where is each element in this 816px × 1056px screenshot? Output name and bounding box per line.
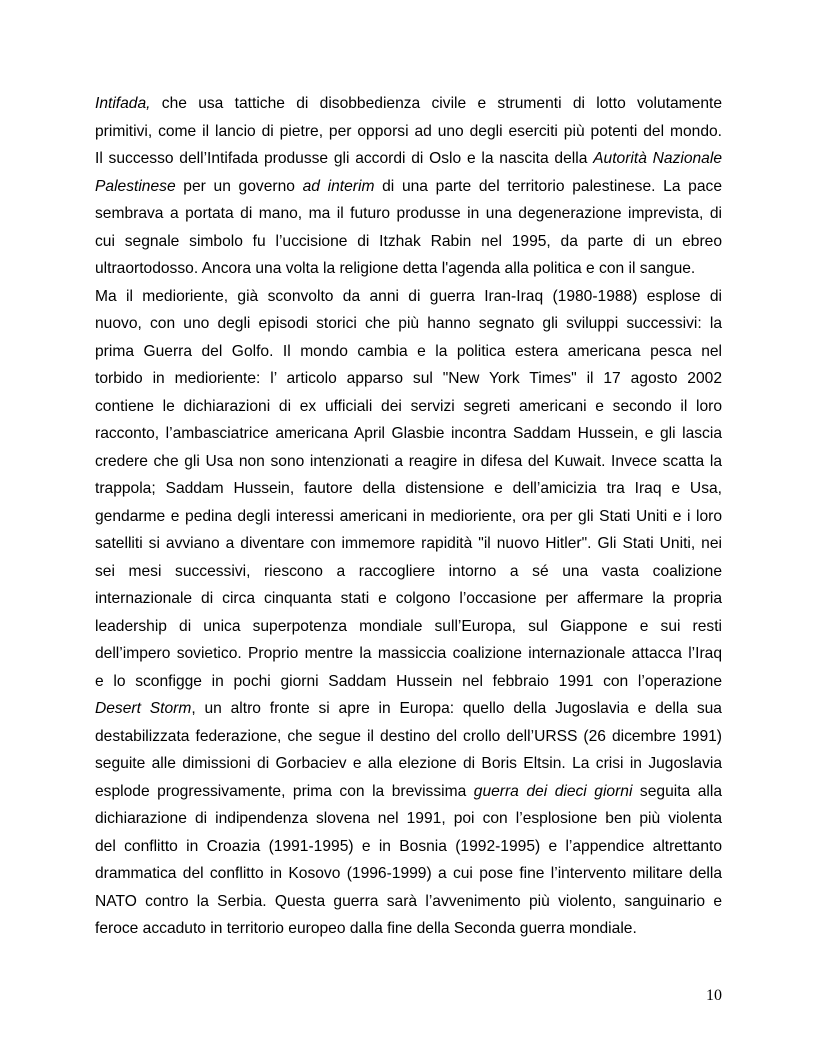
text-segment: nuovo, con uno degli episodi storici che più hanno segnato gli sviluppi successivi: la — [95, 315, 722, 332]
text-segment: seguita alla — [632, 782, 723, 800]
text-line — [95, 173, 722, 201]
italic-text: Palestinese — [95, 177, 176, 195]
text-segment: che usa tattiche di disobbedienza civile e strumenti di lotto volutamente — [150, 95, 722, 112]
text-segment: , un altro fronte si apre in Europa: quello della Jugoslavia e della sua — [191, 700, 722, 717]
italic-text: guerra dei dieci giorni — [473, 782, 633, 800]
text-line — [95, 90, 722, 118]
text-line — [95, 365, 722, 393]
italic-text: Autorità Nazionale — [593, 150, 722, 167]
text-line — [95, 558, 722, 586]
text-segment: dell’impero sovietico. Proprio mentre la massiccia coalizione internazionale attacca l’Iraq — [95, 645, 722, 662]
text-line — [95, 915, 722, 943]
text-segment: sembrava a portata di mano, ma il futuro produsse in una degenerazione imprevista, di — [95, 205, 722, 222]
text-segment: NATO contro la Serbia. Questa guerra sarà l’avvenimento più violento, sanguinario e — [95, 892, 722, 910]
text-segment: leadership di unica superpotenza mondiale sull’Europa, sul Giappone e sui resti — [95, 617, 722, 635]
text-line — [95, 805, 722, 833]
text-segment: destabilizzata federazione, che segue il destino del crollo dell’URSS (26 dicembre 1991) — [95, 727, 722, 745]
text-segment: gendarme e pedina degli interessi americani in medioriente, ora per gli Stati Uniti e i loro — [95, 507, 722, 525]
text-segment: internazionale di circa cinquanta stati e colgono l’occasione per affermare la propria — [95, 590, 722, 607]
page-number: 10 — [706, 987, 722, 1004]
text-segment: per un governo — [175, 177, 303, 195]
text-line — [95, 475, 722, 503]
text-segment: di una parte del territorio palestinese. La pace — [374, 177, 722, 195]
body-text — [95, 90, 722, 943]
text-segment: drammatica del conflitto in Kosovo (1996-1999) a cui pose fine l’intervento militare della — [95, 865, 722, 882]
text-line — [95, 448, 722, 476]
text-line — [95, 888, 722, 916]
text-segment: dichiarazione di indipendenza slovena nel 1991, poi con l’esplosione ben più violenta — [95, 810, 722, 827]
text-line — [95, 310, 722, 338]
text-line — [95, 778, 722, 806]
text-segment: del conflitto in Croazia (1991-1995) e in Bosnia (1992-1995) e l’appendice altrettanto — [95, 837, 722, 855]
text-segment: torbido in medioriente: l’ articolo apparso sul "New York Times" il 17 agosto 2002 — [95, 370, 722, 387]
text-line — [95, 255, 722, 283]
text-segment: seguite alle dimissioni di Gorbaciev e alla elezione di Boris Eltsin. La crisi in Jugoslavia — [95, 755, 722, 772]
text-line — [95, 860, 722, 888]
text-line — [95, 833, 722, 861]
text-line — [95, 118, 722, 146]
italic-text: Intifada, — [95, 95, 151, 112]
text-segment: feroce accaduto in territorio europeo dalla fine della Seconda guerra mondiale. — [95, 920, 637, 937]
text-line — [95, 585, 722, 613]
text-segment: satelliti si avviano a diventare con immemore rapidità "il nuovo Hitler". Gli Stati Uniti, nei — [95, 535, 722, 552]
text-line — [95, 668, 722, 696]
text-line — [95, 530, 722, 558]
text-line — [95, 613, 722, 641]
text-segment: ultraortodosso. Ancora una volta la religione detta l'agenda alla politica e con il sangue. — [95, 260, 696, 277]
text-segment: sei mesi successivi, riescono a raccogliere intorno a sé una vasta coalizione — [95, 562, 722, 580]
text-line — [95, 503, 722, 531]
text-line — [95, 228, 722, 256]
text-segment: credere che gli Usa non sono intenzionati a reagire in difesa del Kuwait. Invece scatta la — [95, 452, 722, 470]
text-segment: prima Guerra del Golfo. Il mondo cambia e la politica estera americana pesca nel — [95, 342, 722, 360]
text-segment: e lo sconfigge in pochi giorni Saddam Hussein nel febbraio 1991 con l’operazione — [95, 672, 722, 690]
text-segment: contiene le dichiarazioni di ex ufficiali dei servizi segreti americani e secondo il loro — [95, 397, 722, 415]
text-line — [95, 145, 722, 173]
text-segment: trappola; Saddam Hussein, fautore della distensione e dell’amicizia tra Iraq e Usa, — [95, 480, 722, 497]
text-segment: primitivi, come il lancio di pietre, per opporsi ad uno degli eserciti più potenti del mondo. — [95, 122, 722, 140]
text-line — [95, 750, 722, 778]
text-line — [95, 393, 722, 421]
text-segment: Il successo dell’Intifada produsse gli accordi di Oslo e la nascita della — [95, 150, 594, 167]
text-line — [95, 338, 722, 366]
text-line — [95, 723, 722, 751]
text-line — [95, 420, 722, 448]
text-line — [95, 200, 722, 228]
italic-text: Desert Storm — [95, 700, 192, 717]
text-segment: Ma il medioriente, già sconvolto da anni di guerra Iran-Iraq (1980-1988) esplose di — [95, 287, 722, 305]
text-segment: cui segnale simbolo fu l’uccisione di Itzhak Rabin nel 1995, da parte di un ebreo — [95, 232, 722, 250]
text-segment: racconto, l’ambasciatrice americana April Glasbie incontra Saddam Hussein, e gli lascia — [95, 425, 722, 442]
text-line — [95, 283, 722, 311]
italic-text: ad interim — [302, 177, 375, 195]
text-line — [95, 640, 722, 668]
text-line — [95, 695, 722, 723]
text-segment: esplode progressivamente, prima con la brevissima — [95, 782, 474, 800]
